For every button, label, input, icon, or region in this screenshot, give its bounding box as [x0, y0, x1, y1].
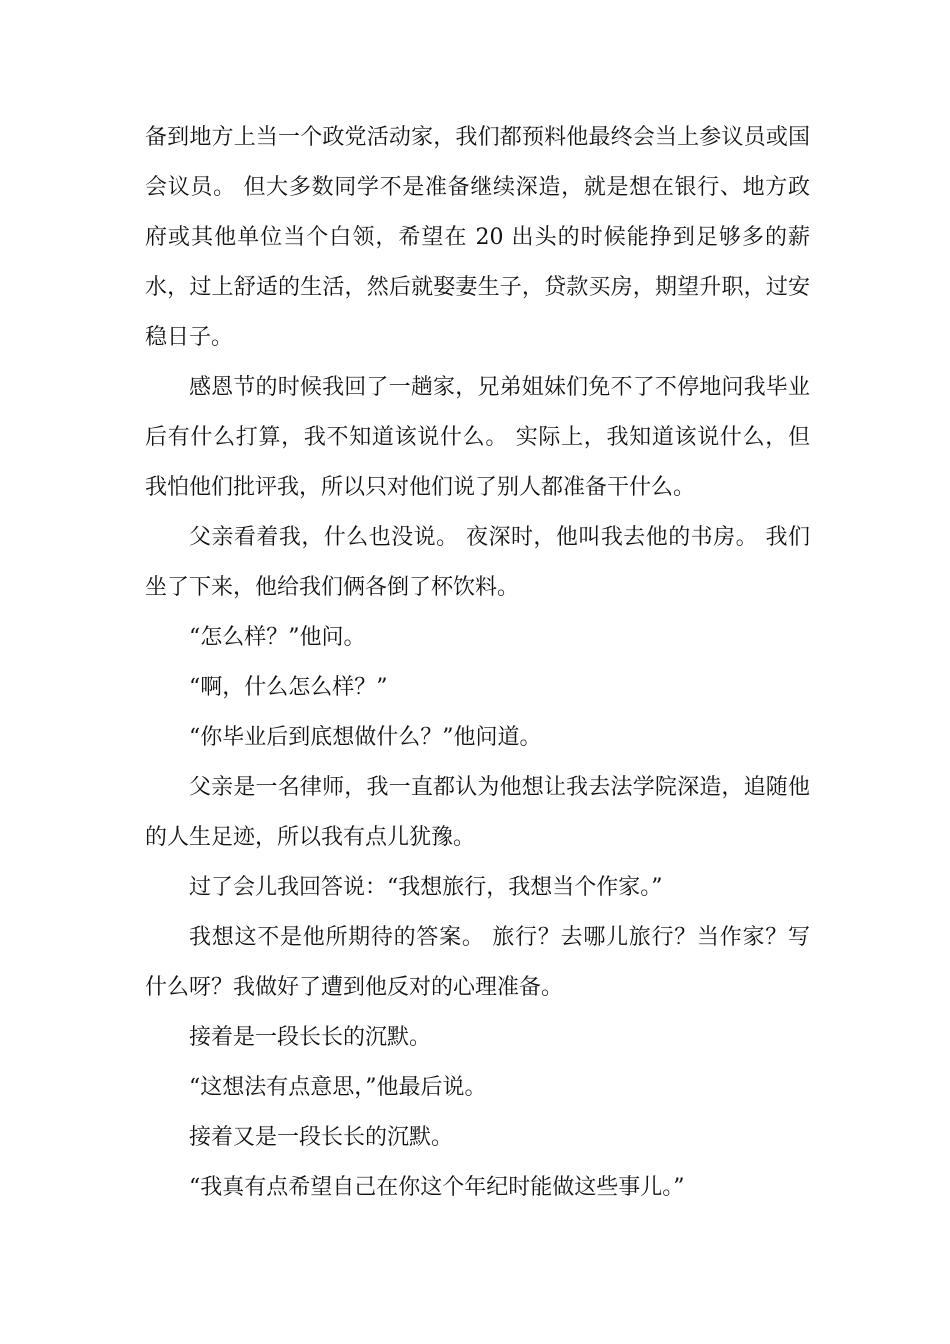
dialogue-line: “怎么样？”他问。: [189, 625, 366, 650]
paragraph: 接着是一段长长的沉默。: [189, 1025, 432, 1050]
paragraph: 备到地方上当一个政党活动家，我们都预料他最终会当上参议员或国会议员。 但大多数同学不是准备继续深造，就是想在银行、地方政府或其他单位当个白领，希望在 20 出头的时候能挣到足够多的薪水，过上舒适的生活，然后就娶妻生子，贷款买房，期望升职，过安稳日子。: [145, 125, 810, 350]
document-body: [145, 113, 810, 1213]
paragraph: 我想这不是他所期待的答案。 旅行？去哪儿旅行？当作家？写什么呀？我做好了遭到他反对的心理准备。: [145, 925, 810, 1000]
dialogue-line: 过了会儿我回答说：“我想旅行，我想当个作家。”: [189, 875, 663, 900]
dialogue-line: “这想法有点意思，”他最后说。: [189, 1075, 487, 1100]
dialogue-line: “我真有点希望自己在你这个年纪时能做这些事儿。”: [189, 1175, 685, 1200]
paragraph: 感恩节的时候我回了一趟家，兄弟姐妹们免不了不停地问我毕业后有什么打算，我不知道该说什么。 实际上，我知道该说什么，但我怕他们批评我，所以只对他们说了别人都准备干什么。: [145, 375, 810, 500]
paragraph: 父亲看着我，什么也没说。 夜深时，他叫我去他的书房。 我们坐了下来，他给我们俩各倒了杯饮料。: [145, 525, 810, 600]
dialogue-line: “啊，什么怎么样？”: [189, 675, 388, 700]
dialogue-line: “你毕业后到底想做什么？”他问道。: [189, 725, 542, 750]
paragraph: 父亲是一名律师，我一直都认为他想让我去法学院深造，追随他的人生足迹，所以我有点儿犹豫。: [145, 775, 810, 850]
paragraph: 接着又是一段长长的沉默。: [189, 1125, 454, 1150]
